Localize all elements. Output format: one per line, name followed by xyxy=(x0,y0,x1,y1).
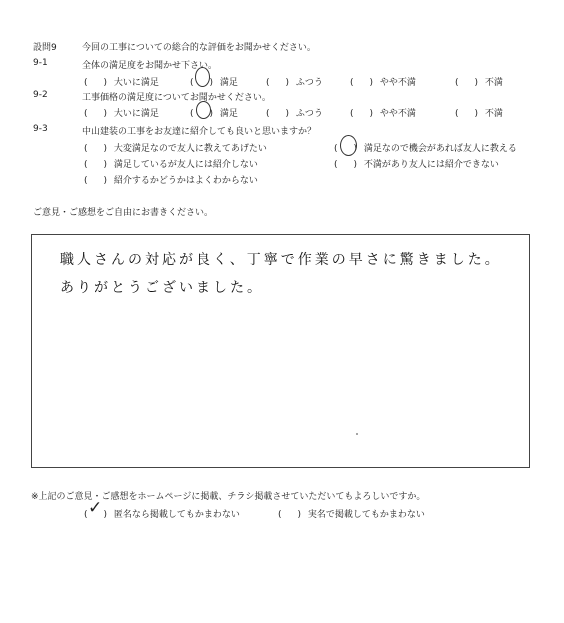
comment-line-1: 職人さんの対応が良く、丁寧で作業の早さに驚きました。 xyxy=(60,252,502,268)
q9-3-title: 中山建装の工事をお友達に紹介しても良いと思いますか？ xyxy=(82,127,317,137)
option-label: 不満 xyxy=(484,78,503,88)
option-label: 匿名なら掲載してもかまわない xyxy=(113,510,240,520)
check-mark-icon: ✓ xyxy=(88,498,103,518)
q9-1-title: 全体の満足度をお聞かせ下さい。 xyxy=(82,61,218,71)
q9-1-option[interactable]: ( ) やや不満 xyxy=(350,78,416,88)
option-label: 不満があり友人には紹介できない xyxy=(363,160,499,170)
q9-3-option[interactable]: ( ) 紹介するかどうかはよくわからない xyxy=(84,176,258,186)
option-label: やや不満 xyxy=(379,78,416,88)
q9-2-number: 9-2 xyxy=(33,90,48,100)
option-label: ふつう xyxy=(295,109,323,119)
option-label: 大変満足なので友人に教えてあげたい xyxy=(113,144,267,154)
q9-2-option[interactable]: ( ) 不満 xyxy=(455,109,503,119)
q9-3-option[interactable]: ( ) 不満があり友人には紹介できない xyxy=(334,160,499,170)
scan-speck xyxy=(356,433,358,435)
comments-prompt: ご意見・ご感想をご自由にお書きください。 xyxy=(33,208,214,218)
q9-2-option[interactable]: ( ) 大いに満足 xyxy=(84,109,159,119)
option-label: 満足 xyxy=(219,78,238,88)
option-label: 満足なので機会があれば友人に教える xyxy=(363,144,517,154)
q9-1-option-selected[interactable]: ( ) 満足 xyxy=(190,78,238,88)
q9-2-option[interactable]: ( ) ふつう xyxy=(266,109,323,119)
q9-1-option[interactable]: ( ) 大いに満足 xyxy=(84,78,159,88)
option-label: 大いに満足 xyxy=(113,109,159,119)
option-label: ふつう xyxy=(295,78,323,88)
q9-3-option[interactable]: ( ) 大変満足なので友人に教えてあげたい xyxy=(84,144,267,154)
publication-option-realname[interactable]: ( ) 実名で掲載してもかまわない xyxy=(278,510,425,520)
selection-circle xyxy=(196,101,211,119)
q9-3-number: 9-3 xyxy=(33,124,48,134)
selection-circle xyxy=(340,135,357,156)
q9-title: 今回の工事についての総合的な評価をお聞かせください。 xyxy=(82,43,316,53)
q9-2-title: 工事価格の満足度についてお聞かせください。 xyxy=(82,93,271,103)
option-label: やや不満 xyxy=(379,109,416,119)
q9-1-number: 9-1 xyxy=(33,58,48,68)
q9-3-option[interactable]: ( ) 満足しているが友人には紹介しない xyxy=(84,160,258,170)
option-label: 満足 xyxy=(219,109,238,119)
option-label: 大いに満足 xyxy=(113,78,159,88)
q9-1-option[interactable]: ( ) ふつう xyxy=(266,78,323,88)
selection-circle xyxy=(195,67,210,87)
option-label: 紹介するかどうかはよくわからない xyxy=(113,176,258,186)
comments-box[interactable] xyxy=(31,234,530,468)
q9-3-option-selected[interactable]: ( ) 満足なので機会があれば友人に教える xyxy=(334,144,517,154)
option-label: 実名で掲載してもかまわない xyxy=(307,510,425,520)
q9-number: 設問9 xyxy=(33,43,57,53)
comment-line-2: ありがとうございました。 xyxy=(60,280,264,296)
q9-2-option[interactable]: ( ) やや不満 xyxy=(350,109,416,119)
q9-1-option[interactable]: ( ) 不満 xyxy=(455,78,503,88)
option-label: 満足しているが友人には紹介しない xyxy=(113,160,258,170)
option-label: 不満 xyxy=(484,109,503,119)
q9-2-option-selected[interactable]: ( ) 満足 xyxy=(190,109,238,119)
publication-option-anonymous[interactable]: ( ) 匿名なら掲載してもかまわない xyxy=(84,510,240,520)
publication-question: ※上記のご意見・ご感想をホームページに掲載、チラシ掲載させていただいてもよろしいですか。 xyxy=(31,492,426,502)
